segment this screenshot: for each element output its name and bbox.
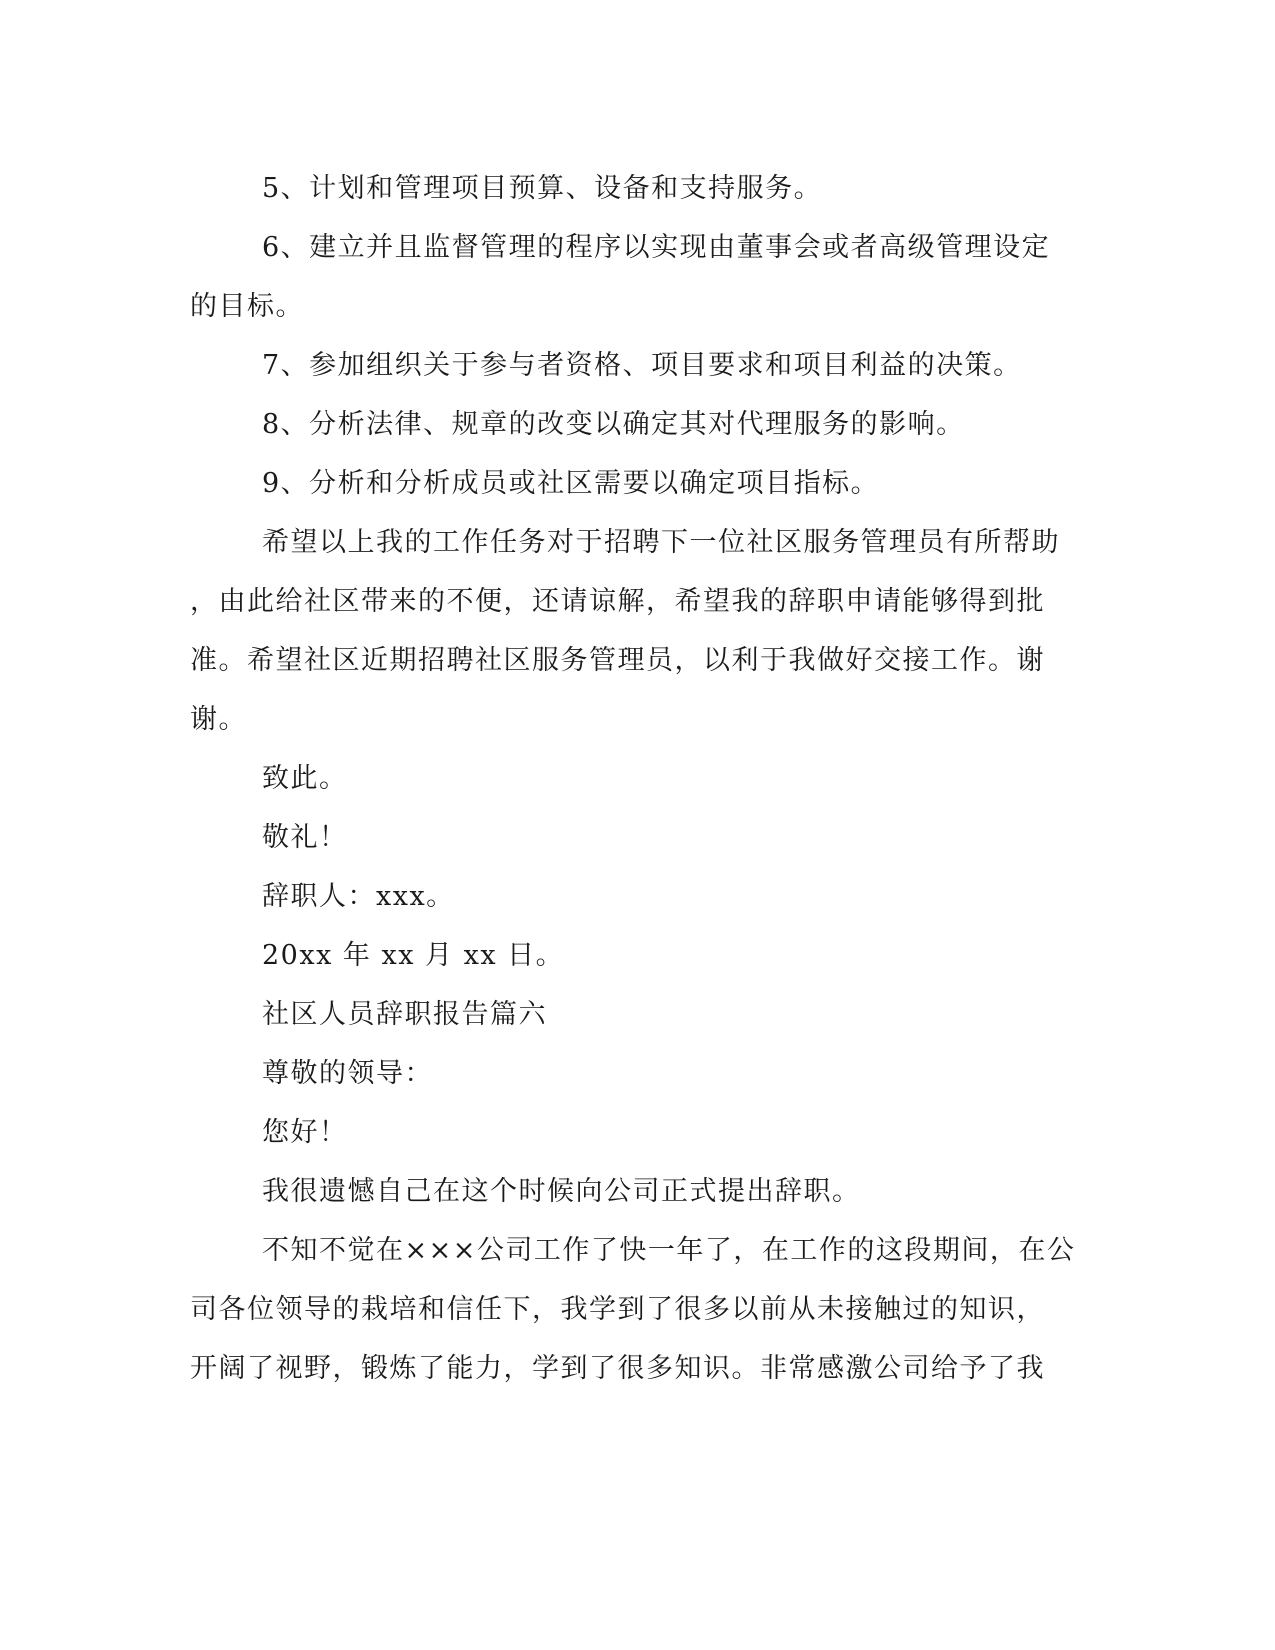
date-line: 20xx 年 xx 月 xx 日。 [262, 940, 565, 971]
closing-paragraph-line-1: 希望以上我的工作任务对于招聘下一位社区服务管理员有所帮助 [262, 527, 1060, 558]
body-paragraph-1: 我很遗憾自己在这个时候向公司正式提出辞职。 [262, 1176, 861, 1207]
closing-paragraph-line-3: 准。希望社区近期招聘社区服务管理员，以利于我做好交接工作。谢 [190, 645, 1045, 676]
list-item-9: 9、分析和分析成员或社区需要以确定项目指标。 [262, 468, 880, 499]
closing-phrase: 致此。 [262, 763, 348, 794]
list-item-6: 6、建立并且监督管理的程序以实现由董事会或者高级管理设定 [262, 232, 1051, 263]
list-item-8: 8、分析法律、规章的改变以确定其对代理服务的影响。 [262, 409, 965, 440]
body-paragraph-2-line-1: 不知不觉在×××公司工作了快一年了，在工作的这段期间，在公 [262, 1235, 1076, 1266]
list-item-5: 5、计划和管理项目预算、设备和支持服务。 [262, 173, 823, 204]
closing-paragraph-line-4: 谢。 [190, 704, 247, 735]
letter-greeting: 尊敬的领导： [262, 1058, 433, 1089]
signature-line: 辞职人：xxx。 [262, 881, 455, 912]
section-title: 社区人员辞职报告篇六 [262, 999, 547, 1030]
list-item-7: 7、参加组织关于参与者资格、项目要求和项目利益的决策。 [262, 350, 1022, 381]
letter-hello: 您好！ [262, 1117, 348, 1148]
salutation-closing: 敬礼！ [262, 822, 348, 853]
closing-paragraph-line-2: ，由此给社区带来的不便，还请谅解，希望我的辞职申请能够得到批 [190, 586, 1045, 617]
list-item-6-continuation: 的目标。 [190, 291, 304, 322]
body-paragraph-2-line-2: 司各位领导的栽培和信任下，我学到了很多以前从未接触过的知识， [190, 1294, 1045, 1325]
body-paragraph-2-line-3: 开阔了视野，锻炼了能力，学到了很多知识。非常感激公司给予了我 [190, 1353, 1045, 1384]
